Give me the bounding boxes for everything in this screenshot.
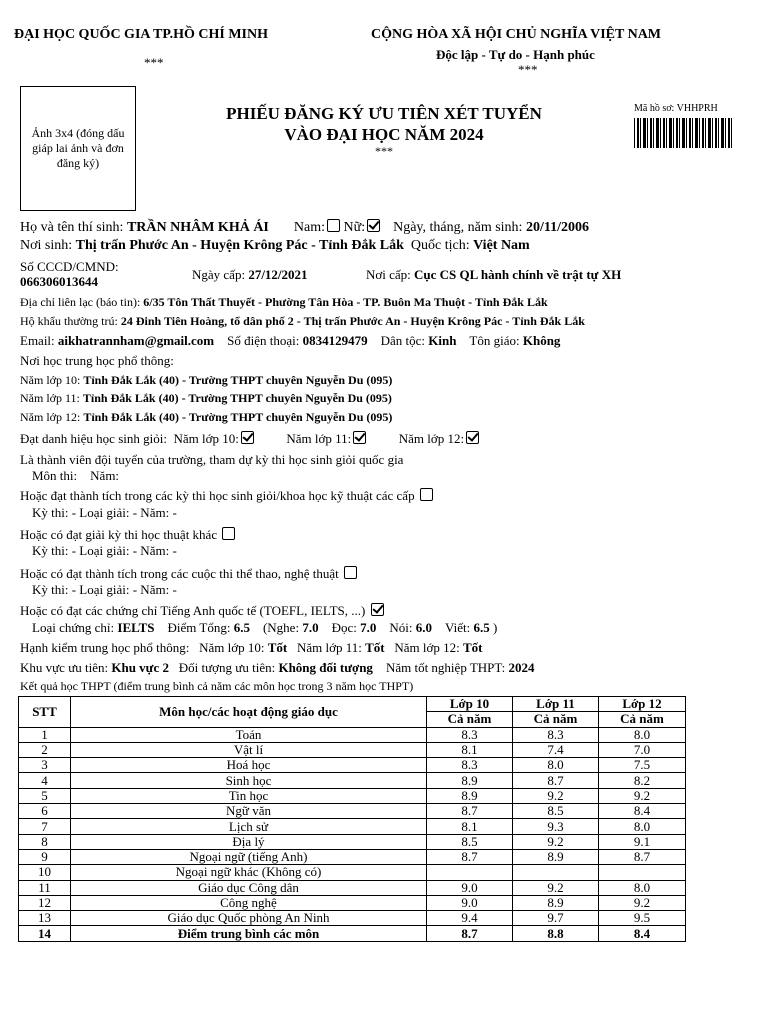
row-subject: Toán: [71, 727, 427, 742]
row-grade10: [427, 865, 513, 880]
row-subject: Sinh học: [71, 773, 427, 788]
national-team-detail: Môn thi: Năm:: [32, 468, 120, 483]
row-subject: Vật lí: [71, 742, 427, 757]
id-label: Số CCCD/CMND:: [20, 259, 119, 274]
row-grade12: 8.2: [599, 773, 686, 788]
table-row: [19, 880, 686, 895]
row-grade11: 8.3: [513, 727, 599, 742]
priority-line: Khu vực ưu tiên: Khu vực 2 Đối tượng ưu tiên: Không đối tượng Năm tốt nghiệp THPT: 2024: [20, 660, 535, 675]
science-award-checkbox: [420, 488, 433, 501]
row-grade10: 8.7: [427, 849, 513, 864]
english-cert-checkbox: [371, 603, 384, 616]
science-award: Hoặc đạt thành tích trong các kỳ thi học sinh giỏi/khoa học kỹ thuật các cấp: [20, 488, 433, 504]
file-code: Mã hồ sơ: VHHPRH: [634, 103, 718, 114]
barcode: [634, 118, 732, 148]
male-checkbox: [327, 219, 340, 232]
row-grade10: 8.9: [427, 773, 513, 788]
other-award: Hoặc có đạt giải kỳ thi học thuật khác: [20, 527, 235, 543]
row-grade10: 9.4: [427, 911, 513, 926]
left-stars: ***: [144, 55, 164, 70]
row-grade11: 8.9: [513, 895, 599, 910]
excellent-g11-checkbox: [353, 431, 366, 444]
photo-box: Ảnh 3x4 (đóng dấu giáp lai ảnh và đơn đăng ký): [20, 86, 136, 211]
excellent-g10-checkbox: [241, 431, 254, 444]
row-grade11: 9.2: [513, 834, 599, 849]
row-grade11: 9.2: [513, 788, 599, 803]
row-grade12: 9.2: [599, 788, 686, 803]
total-subject: Điểm trung bình các môn: [71, 926, 427, 941]
results-caption: Kết quả học THPT (điểm trung bình cả năm các môn học trong 3 năm học THPT): [20, 679, 414, 693]
row-grade12: 7.5: [599, 758, 686, 773]
row-subject: Giáo dục Công dân: [71, 880, 427, 895]
row-subject: Giáo dục Quốc phòng An Ninh: [71, 911, 427, 926]
english-cert: Hoặc có đạt các chứng chỉ Tiếng Anh quốc tế (TOEFL, IELTS, ...): [20, 603, 384, 619]
row-stt: 7: [19, 819, 71, 834]
row-grade12: 8.0: [599, 819, 686, 834]
row-grade11: 8.5: [513, 804, 599, 819]
issue-place: Nơi cấp: Cục CS QL hành chính về trật tự XH: [366, 267, 622, 282]
row-stt: 6: [19, 804, 71, 819]
row-grade12: 8.0: [599, 880, 686, 895]
other-award-detail: Kỳ thi: - Loại giải: - Năm: -: [32, 543, 177, 558]
row-grade11: 7.4: [513, 742, 599, 757]
issue-date: Ngày cấp: 27/12/2021: [192, 267, 308, 282]
table-row: [19, 727, 686, 742]
permanent-residence: Hộ khẩu thường trú: 24 Đinh Tiên Hoàng, tổ dân phố 2 - Thị trấn Phước An - Huyện Krông Pác - Tỉnh Đắk Lắk: [20, 314, 585, 328]
row-stt: 5: [19, 788, 71, 803]
row-subject: Hoá học: [71, 758, 427, 773]
female-checkbox: [367, 219, 380, 232]
row-subject: Công nghệ: [71, 895, 427, 910]
header-stt: STT: [19, 697, 71, 728]
total-grade11: 8.8: [513, 926, 599, 941]
header-year10: Cả năm: [427, 712, 513, 727]
row-grade11: 9.2: [513, 880, 599, 895]
birthplace-line: Nơi sinh: Thị trấn Phước An - Huyện Krông Pác - Tỉnh Đắk Lắk Quốc tịch: Việt Nam: [20, 238, 530, 253]
science-award-detail: Kỳ thi: - Loại giải: - Năm: -: [32, 505, 177, 520]
row-subject: Ngoại ngữ (tiếng Anh): [71, 849, 427, 864]
row-grade10: 8.3: [427, 727, 513, 742]
row-grade11: 8.9: [513, 849, 599, 864]
university-name: ĐẠI HỌC QUỐC GIA TP.HỒ CHÍ MINH: [14, 27, 268, 42]
school-grade12: Năm lớp 12: Tỉnh Đắk Lắk (40) - Trường THPT chuyên Nguyễn Du (095): [20, 410, 393, 424]
row-subject: Địa lý: [71, 834, 427, 849]
row-grade10: 8.5: [427, 834, 513, 849]
table-row: [19, 788, 686, 803]
row-grade12: 9.5: [599, 911, 686, 926]
row-stt: 10: [19, 865, 71, 880]
row-grade12: 8.0: [599, 727, 686, 742]
table-row: [19, 742, 686, 757]
right-stars: ***: [518, 62, 538, 77]
row-stt: 1: [19, 727, 71, 742]
contact-address: Địa chỉ liên lạc (báo tin): 6/35 Tôn Thất Thuyết - Phường Tân Hòa - TP. Buôn Ma Thuột - Tỉnh Đắk Lắk: [20, 295, 548, 309]
sport-award: Hoặc có đạt thành tích trong các cuộc thi thể thao, nghệ thuật: [20, 566, 357, 582]
sport-award-checkbox: [344, 566, 357, 579]
school-grade11: Năm lớp 11: Tỉnh Đắk Lắk (40) - Trường THPT chuyên Nguyễn Du (095): [20, 391, 392, 405]
table-row: [19, 834, 686, 849]
form-title-line1: PHIẾU ĐĂNG KÝ ƯU TIÊN XÉT TUYỂN: [226, 104, 542, 123]
sport-award-detail: Kỳ thi: - Loại giải: - Năm: -: [32, 582, 177, 597]
excellent-student-line: Đạt danh hiệu học sinh giỏi: Năm lớp 10: Năm lớp 11: Năm lớp 12:: [20, 431, 479, 447]
total-grade12: 8.4: [599, 926, 686, 941]
row-grade10: 8.1: [427, 742, 513, 757]
school-grade10: Năm lớp 10: Tỉnh Đắk Lắk (40) - Trường THPT chuyên Nguyễn Du (095): [20, 373, 393, 387]
other-award-checkbox: [222, 527, 235, 540]
table-row: [19, 849, 686, 864]
header-grade10: Lớp 10: [427, 697, 513, 712]
table-row: [19, 895, 686, 910]
english-cert-detail: Loại chứng chỉ: IELTS Điểm Tổng: 6.5 (Nghe: 7.0 Đọc: 7.0 Nói: 6.0 Viết: 6.5 ): [32, 620, 498, 635]
row-grade11: 9.3: [513, 819, 599, 834]
total-grade10: 8.7: [427, 926, 513, 941]
table-row: [19, 911, 686, 926]
row-grade11: [513, 865, 599, 880]
row-subject: Ngoại ngữ khác (Không có): [71, 865, 427, 880]
excellent-g12-checkbox: [466, 431, 479, 444]
row-grade10: 8.9: [427, 788, 513, 803]
form-title-stars: ***: [375, 144, 393, 158]
row-grade12: 9.2: [599, 895, 686, 910]
conduct-line: Hạnh kiểm trung học phổ thông: Năm lớp 10: Tốt Năm lớp 11: Tốt Năm lớp 12: Tốt: [20, 640, 483, 655]
row-stt: 11: [19, 880, 71, 895]
row-stt: 13: [19, 911, 71, 926]
national-motto: Độc lập - Tự do - Hạnh phúc: [436, 47, 595, 62]
row-subject: Tin học: [71, 788, 427, 803]
national-title: CỘNG HÒA XÃ HỘI CHỦ NGHĨA VIỆT NAM: [371, 27, 662, 42]
row-stt: 12: [19, 895, 71, 910]
row-grade12: 9.1: [599, 834, 686, 849]
row-stt: 3: [19, 758, 71, 773]
row-grade12: 8.7: [599, 849, 686, 864]
national-team-text: Là thành viên đội tuyển của trường, tham dự kỳ thi học sinh giỏi quốc gia: [20, 452, 404, 467]
row-stt: 9: [19, 849, 71, 864]
header-subject: Môn học/các hoạt động giáo dục: [71, 697, 427, 728]
row-grade10: 8.3: [427, 758, 513, 773]
row-subject: Ngữ văn: [71, 804, 427, 819]
row-grade10: 9.0: [427, 895, 513, 910]
row-grade12: 7.0: [599, 742, 686, 757]
row-grade12: [599, 865, 686, 880]
header-grade11: Lớp 11: [513, 697, 599, 712]
header-year11: Cả năm: [513, 712, 599, 727]
school-heading: Nơi học trung học phổ thông:: [20, 353, 174, 368]
row-subject: Lịch sử: [71, 819, 427, 834]
form-title-line2: VÀO ĐẠI HỌC NĂM 2024: [284, 125, 484, 144]
total-row: [19, 926, 686, 941]
row-grade11: 8.0: [513, 758, 599, 773]
row-grade11: 8.7: [513, 773, 599, 788]
table-row: [19, 804, 686, 819]
row-grade10: 9.0: [427, 880, 513, 895]
name-line: Họ và tên thí sinh: TRẦN NHÂM KHẢ ÁI Nam: Nữ: Ngày, tháng, năm sinh: 20/11/2006: [20, 220, 589, 235]
row-grade11: 9.7: [513, 911, 599, 926]
table-row: [19, 773, 686, 788]
table-row: [19, 819, 686, 834]
row-stt: 2: [19, 742, 71, 757]
row-grade10: 8.1: [427, 819, 513, 834]
row-grade12: 8.4: [599, 804, 686, 819]
table-row: [19, 865, 686, 880]
row-grade10: 8.7: [427, 804, 513, 819]
grades-table: [18, 696, 686, 942]
contact-line: Email: aikhatrannham@gmail.com Số điện thoại: 0834129479 Dân tộc: Kinh Tôn giáo: Không: [20, 333, 561, 348]
header-year12: Cả năm: [599, 712, 686, 727]
total-stt: 14: [19, 926, 71, 941]
id-number: 066306013644: [20, 274, 98, 289]
candidate-name: TRẦN NHÂM KHẢ ÁI: [126, 220, 269, 235]
header-grade12: Lớp 12: [599, 697, 686, 712]
table-row: [19, 758, 686, 773]
row-stt: 8: [19, 834, 71, 849]
row-stt: 4: [19, 773, 71, 788]
